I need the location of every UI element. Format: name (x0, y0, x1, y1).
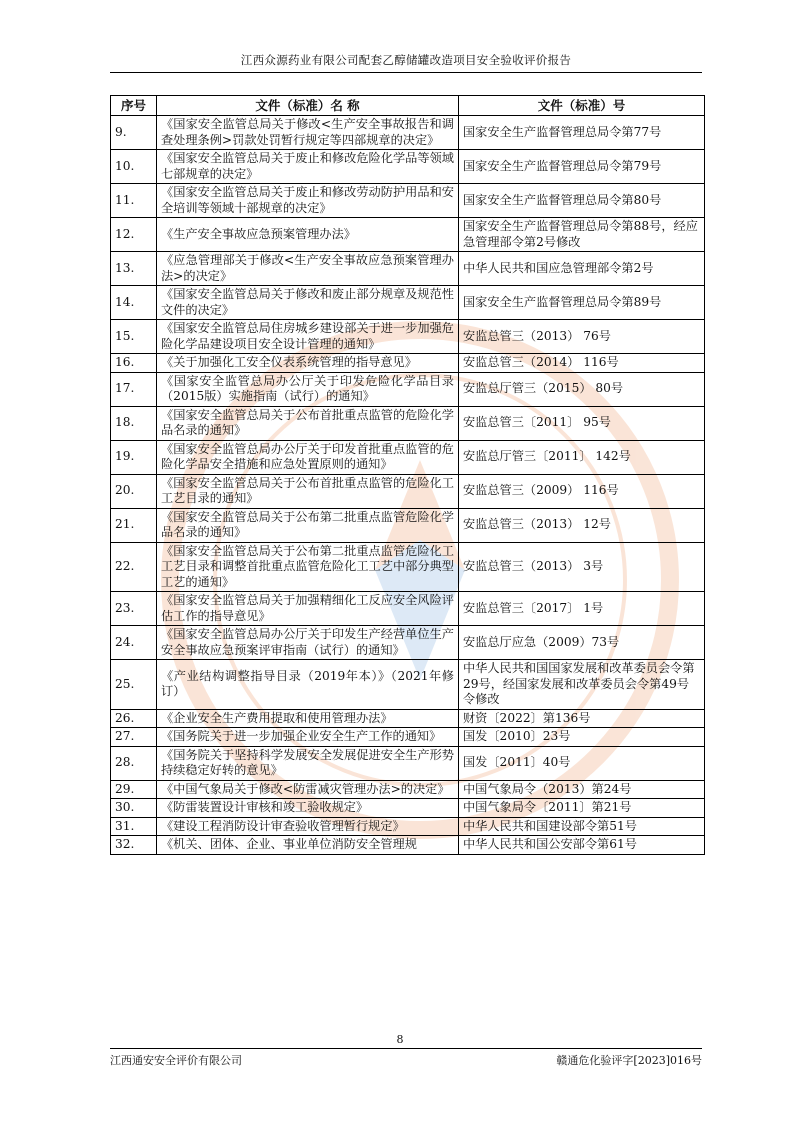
row-number: 18. (111, 406, 157, 440)
document-number: 安监总管三（2013） 76号 (459, 320, 705, 354)
row-number: 32. (111, 836, 157, 855)
document-name: 《国家安全监管总局办公厅关于印发危险化学品目录（2015版）实施指南（试行）的通知》 (157, 372, 459, 406)
row-number: 30. (111, 799, 157, 818)
regulations-table (110, 95, 705, 855)
row-number: 9. (111, 116, 157, 150)
document-number: 安监总厅管三（2015） 80号 (459, 372, 705, 406)
document-name: 《国家安全监管总局关于废止和修改劳动防护用品和安全培训等领域十部规章的决定》 (157, 184, 459, 218)
document-name: 《国家安全监管总局关于修改<生产安全事故报告和调查处理条例>罚款处罚暂行规定等四部规章的决定》 (157, 116, 459, 150)
row-number: 23. (111, 592, 157, 626)
table-header-row (111, 96, 705, 116)
table-row (111, 508, 705, 542)
document-name: 《产业结构调整指导目录（2019年本）》（2021年修订） (157, 660, 459, 710)
row-number: 15. (111, 320, 157, 354)
document-number: 财资〔2022〕第136号 (459, 709, 705, 728)
row-number: 29. (111, 780, 157, 799)
document-number: 安监总管三〔2011〕 95号 (459, 406, 705, 440)
document-name: 《应急管理部关于修改<生产安全事故应急预案管理办法>的决定》 (157, 252, 459, 286)
footer-rule (110, 1048, 702, 1049)
column-header-number: 文件（标准）号 (459, 96, 705, 116)
row-number: 17. (111, 372, 157, 406)
row-number: 31. (111, 817, 157, 836)
row-number: 25. (111, 660, 157, 710)
footer-report-number: 赣通危化验评字[2023]016号 (556, 1054, 702, 1067)
table-row (111, 780, 705, 799)
table-row (111, 799, 705, 818)
table-row (111, 116, 705, 150)
row-number: 27. (111, 728, 157, 747)
header-rule (110, 72, 702, 73)
document-number: 安监总管三〔2017〕 1号 (459, 592, 705, 626)
row-number: 14. (111, 286, 157, 320)
row-number: 28. (111, 746, 157, 780)
document-number: 中国气象局令〔2011〕第21号 (459, 799, 705, 818)
document-number: 国家安全生产监督管理总局令第88号，经应急管理部令第2号修改 (459, 218, 705, 252)
document-number: 中国气象局令（2013）第24号 (459, 780, 705, 799)
document-name: 《国家安全监管总局关于公布第二批重点监管危险化工工艺目录和调整首批重点监管危险化工工艺中部分典型工艺的通知》 (157, 542, 459, 592)
table-row (111, 184, 705, 218)
document-name: 《国家安全监管总局关于修改和废止部分规章及规范性文件的决定》 (157, 286, 459, 320)
page-header-title: 江西众源药业有限公司配套乙醇储罐改造项目安全验收评价报告 (240, 53, 572, 67)
table-row (111, 728, 705, 747)
page-number: 8 (396, 1033, 404, 1046)
table-row (111, 592, 705, 626)
table-row (111, 660, 705, 710)
row-number: 24. (111, 626, 157, 660)
table-row (111, 218, 705, 252)
table-row (111, 746, 705, 780)
document-name: 《国家安全监管总局办公厅关于印发生产经营单位生产安全事故应急预案评审指南（试行）的通知》 (157, 626, 459, 660)
document-name: 《国务院关于进一步加强企业安全生产工作的通知》 (157, 728, 459, 747)
table-row (111, 406, 705, 440)
table-row (111, 354, 705, 373)
document-number: 安监总管三（2009） 116号 (459, 474, 705, 508)
column-header-name: 文件（标准）名 称 (157, 96, 459, 116)
document-number: 国发〔2010〕23号 (459, 728, 705, 747)
document-name: 《中国气象局关于修改<防雷减灾管理办法>的决定》 (157, 780, 459, 799)
document-name: 《国家安全监管总局办公厅关于印发首批重点监管的危险化学品安全措施和应急处置原则的通知》 (157, 440, 459, 474)
document-number: 国家安全生产监督管理总局令第79号 (459, 150, 705, 184)
footer-company: 江西通安安全评价有限公司 (110, 1054, 242, 1067)
document-number: 国家安全生产监督管理总局令第80号 (459, 184, 705, 218)
row-number: 13. (111, 252, 157, 286)
document-name: 《关于加强化工安全仪表系统管理的指导意见》 (157, 354, 459, 373)
row-number: 21. (111, 508, 157, 542)
document-name: 《企业安全生产费用提取和使用管理办法》 (157, 709, 459, 728)
document-number: 安监总厅管三〔2011〕 142号 (459, 440, 705, 474)
table-body (111, 116, 705, 855)
document-name: 《国务院关于坚持科学发展安全发展促进安全生产形势持续稳定好转的意见》 (157, 746, 459, 780)
document-name: 《国家安全监管总局关于废止和修改危险化学品等领域七部规章的决定》 (157, 150, 459, 184)
table-row (111, 252, 705, 286)
row-number: 11. (111, 184, 157, 218)
table-row (111, 474, 705, 508)
row-number: 19. (111, 440, 157, 474)
table-row (111, 440, 705, 474)
document-name: 《国家安全监管总局关于公布第二批重点监管危险化学品名录的通知》 (157, 508, 459, 542)
table-row (111, 709, 705, 728)
row-number: 26. (111, 709, 157, 728)
document-number: 安监总管三（2013） 12号 (459, 508, 705, 542)
document-number: 安监总管三（2014） 116号 (459, 354, 705, 373)
row-number: 10. (111, 150, 157, 184)
document-name: 《防雷装置设计审核和竣工验收规定》 (157, 799, 459, 818)
table-row (111, 836, 705, 855)
document-number: 国家安全生产监督管理总局令第89号 (459, 286, 705, 320)
table-row (111, 320, 705, 354)
document-name: 《国家安全监管总局关于加强精细化工反应安全风险评估工作的指导意见》 (157, 592, 459, 626)
document-number: 中华人民共和国应急管理部令第2号 (459, 252, 705, 286)
row-number: 20. (111, 474, 157, 508)
document-name: 《机关、团体、企业、事业单位消防安全管理规 (157, 836, 459, 855)
document-name: 《国家安全监管总局关于公布首批重点监管的危险化工工艺目录的通知》 (157, 474, 459, 508)
document-name: 《建设工程消防设计审查验收管理暂行规定》 (157, 817, 459, 836)
document-number: 安监总管三（2013） 3号 (459, 542, 705, 592)
table-row (111, 542, 705, 592)
document-name: 《国家安全监管总局关于公布首批重点监管的危险化学品名录的通知》 (157, 406, 459, 440)
document-number: 国发〔2011〕40号 (459, 746, 705, 780)
document-number: 国家安全生产监督管理总局令第77号 (459, 116, 705, 150)
document-name: 《国家安全监管总局住房城乡建设部关于进一步加强危险化学品建设项目安全设计管理的通知》 (157, 320, 459, 354)
document-number: 中华人民共和国公安部令第61号 (459, 836, 705, 855)
table-row (111, 626, 705, 660)
document-number: 中华人民共和国国家发展和改革委员会令第29号，经国家发展和改革委员会令第49号令修改 (459, 660, 705, 710)
document-name: 《生产安全事故应急预案管理办法》 (157, 218, 459, 252)
table-row (111, 286, 705, 320)
row-number: 12. (111, 218, 157, 252)
table-row (111, 372, 705, 406)
document-number: 中华人民共和国建设部令第51号 (459, 817, 705, 836)
table-row (111, 150, 705, 184)
row-number: 16. (111, 354, 157, 373)
document-number: 安监总厅应急（2009）73号 (459, 626, 705, 660)
column-header-no: 序号 (111, 96, 157, 116)
row-number: 22. (111, 542, 157, 592)
table-row (111, 817, 705, 836)
